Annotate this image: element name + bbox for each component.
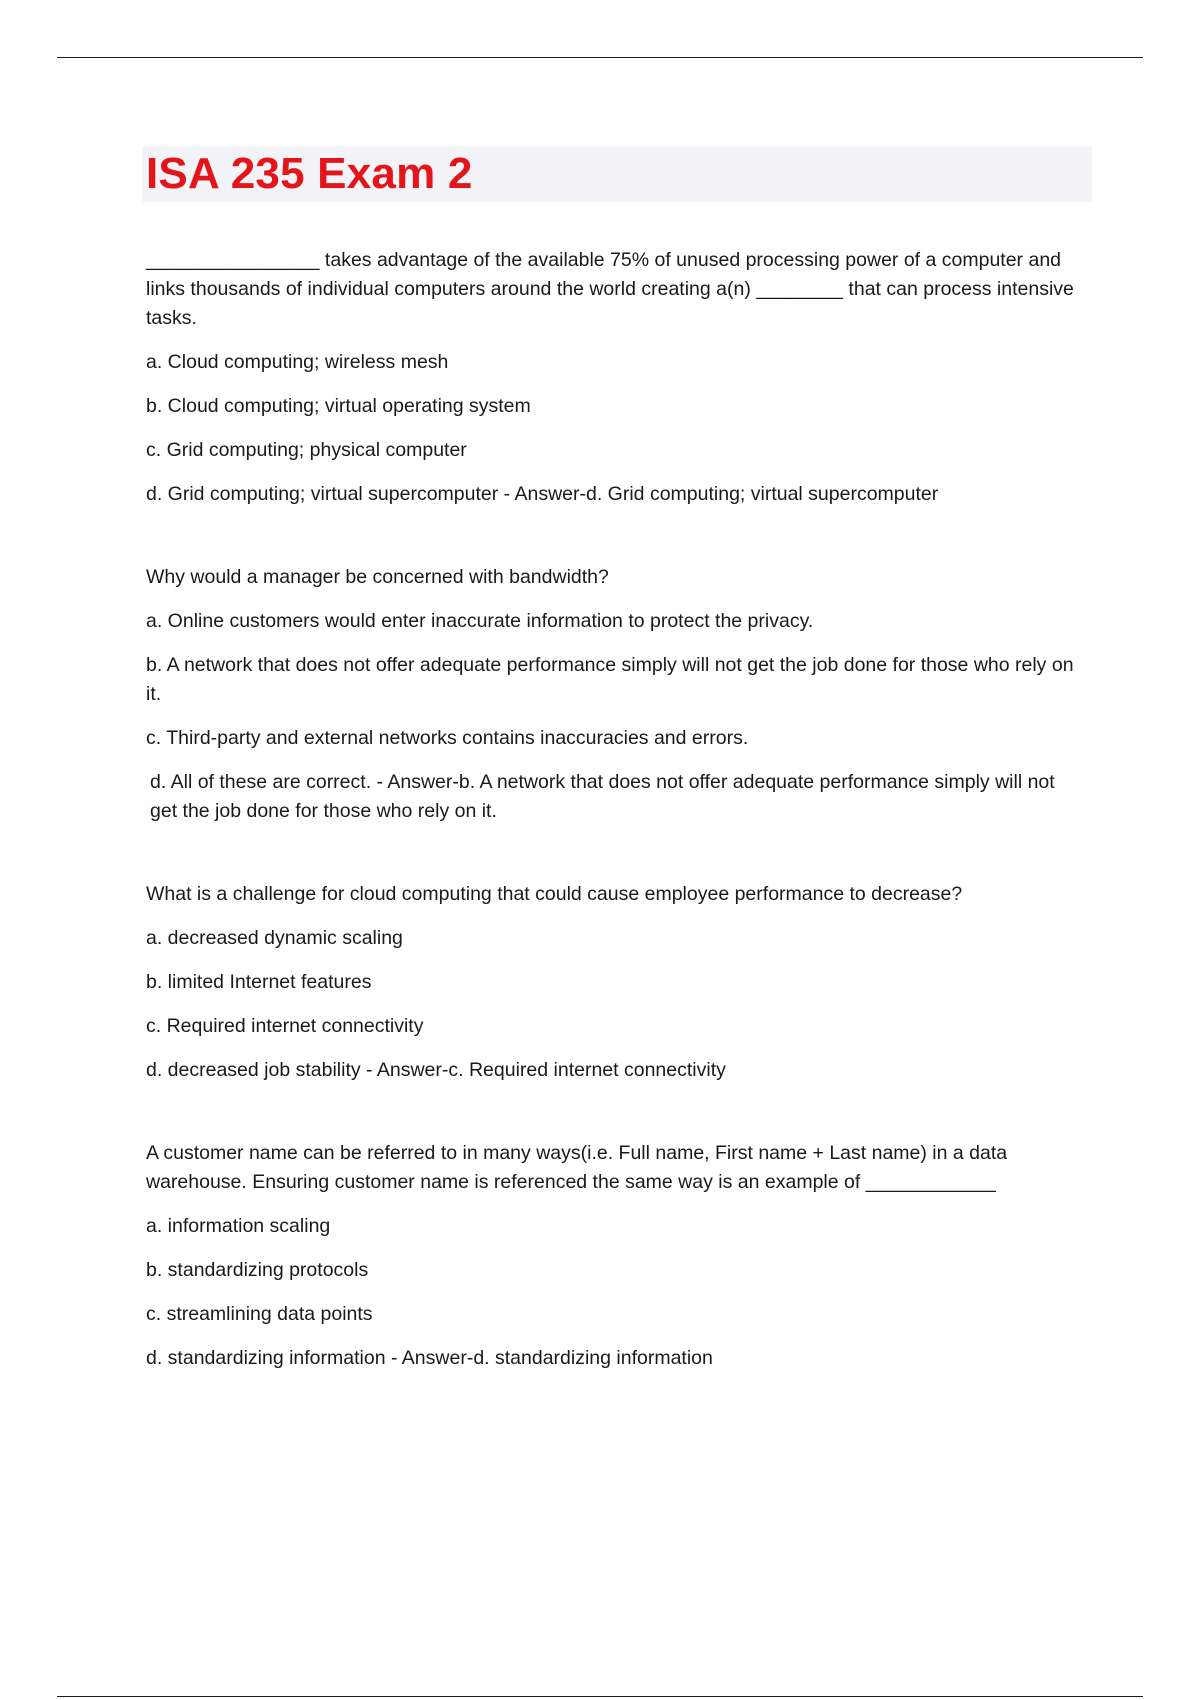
answer-option: b. A network that does not offer adequate performance simply will not get the job done for those who rely on it. bbox=[146, 654, 1074, 705]
answer-option: a. decreased dynamic scaling bbox=[146, 927, 403, 949]
answer-option: a. information scaling bbox=[146, 1215, 331, 1237]
question-text: What is a challenge for cloud computing that could cause employee performance to decrease? bbox=[146, 883, 963, 905]
answer-option-with-key: d. All of these are correct. - Answer-b. A network that does not offer adequate performance simply will not get the job done for those who rely on it. bbox=[150, 771, 1055, 822]
document-title: ISA 235 Exam 2 bbox=[146, 149, 473, 198]
answer-option: b. standardizing protocols bbox=[146, 1259, 369, 1281]
question-block bbox=[146, 880, 1086, 1085]
question-block bbox=[146, 1139, 1086, 1373]
answer-option: c. Third-party and external networks contains inaccuracies and errors. bbox=[146, 727, 749, 749]
top-rule bbox=[57, 57, 1143, 58]
question-text: A customer name can be referred to in many ways(i.e. Full name, First name + Last name) in a data warehouse. Ensuring customer name is referenced the same way is an example of ____________ bbox=[146, 1142, 1008, 1193]
answer-option: a. Online customers would enter inaccurate information to protect the privacy. bbox=[146, 610, 814, 632]
answer-option: c. Grid computing; physical computer bbox=[146, 439, 467, 461]
document-body bbox=[146, 246, 1086, 1373]
question-block bbox=[146, 246, 1086, 509]
answer-option-with-key: d. standardizing information - Answer-d. standardizing information bbox=[146, 1347, 713, 1369]
answer-option-with-key: d. Grid computing; virtual supercomputer - Answer-d. Grid computing; virtual supercomputer bbox=[146, 483, 939, 505]
bottom-rule bbox=[57, 1696, 1143, 1697]
question-text: Why would a manager be concerned with bandwidth? bbox=[146, 566, 609, 588]
answer-option: c. Required internet connectivity bbox=[146, 1015, 424, 1037]
answer-option: b. Cloud computing; virtual operating system bbox=[146, 395, 531, 417]
answer-option: c. streamlining data points bbox=[146, 1303, 373, 1325]
answer-option: b. limited Internet features bbox=[146, 971, 372, 993]
answer-option-with-key: d. decreased job stability - Answer-c. Required internet connectivity bbox=[146, 1059, 726, 1081]
question-text: ________________ takes advantage of the available 75% of unused processing power of a computer and links thousands of individual computers around the world creating a(n) ________ that can process intensive tasks. bbox=[146, 249, 1074, 329]
question-block bbox=[146, 563, 1086, 826]
answer-option: a. Cloud computing; wireless mesh bbox=[146, 351, 449, 373]
